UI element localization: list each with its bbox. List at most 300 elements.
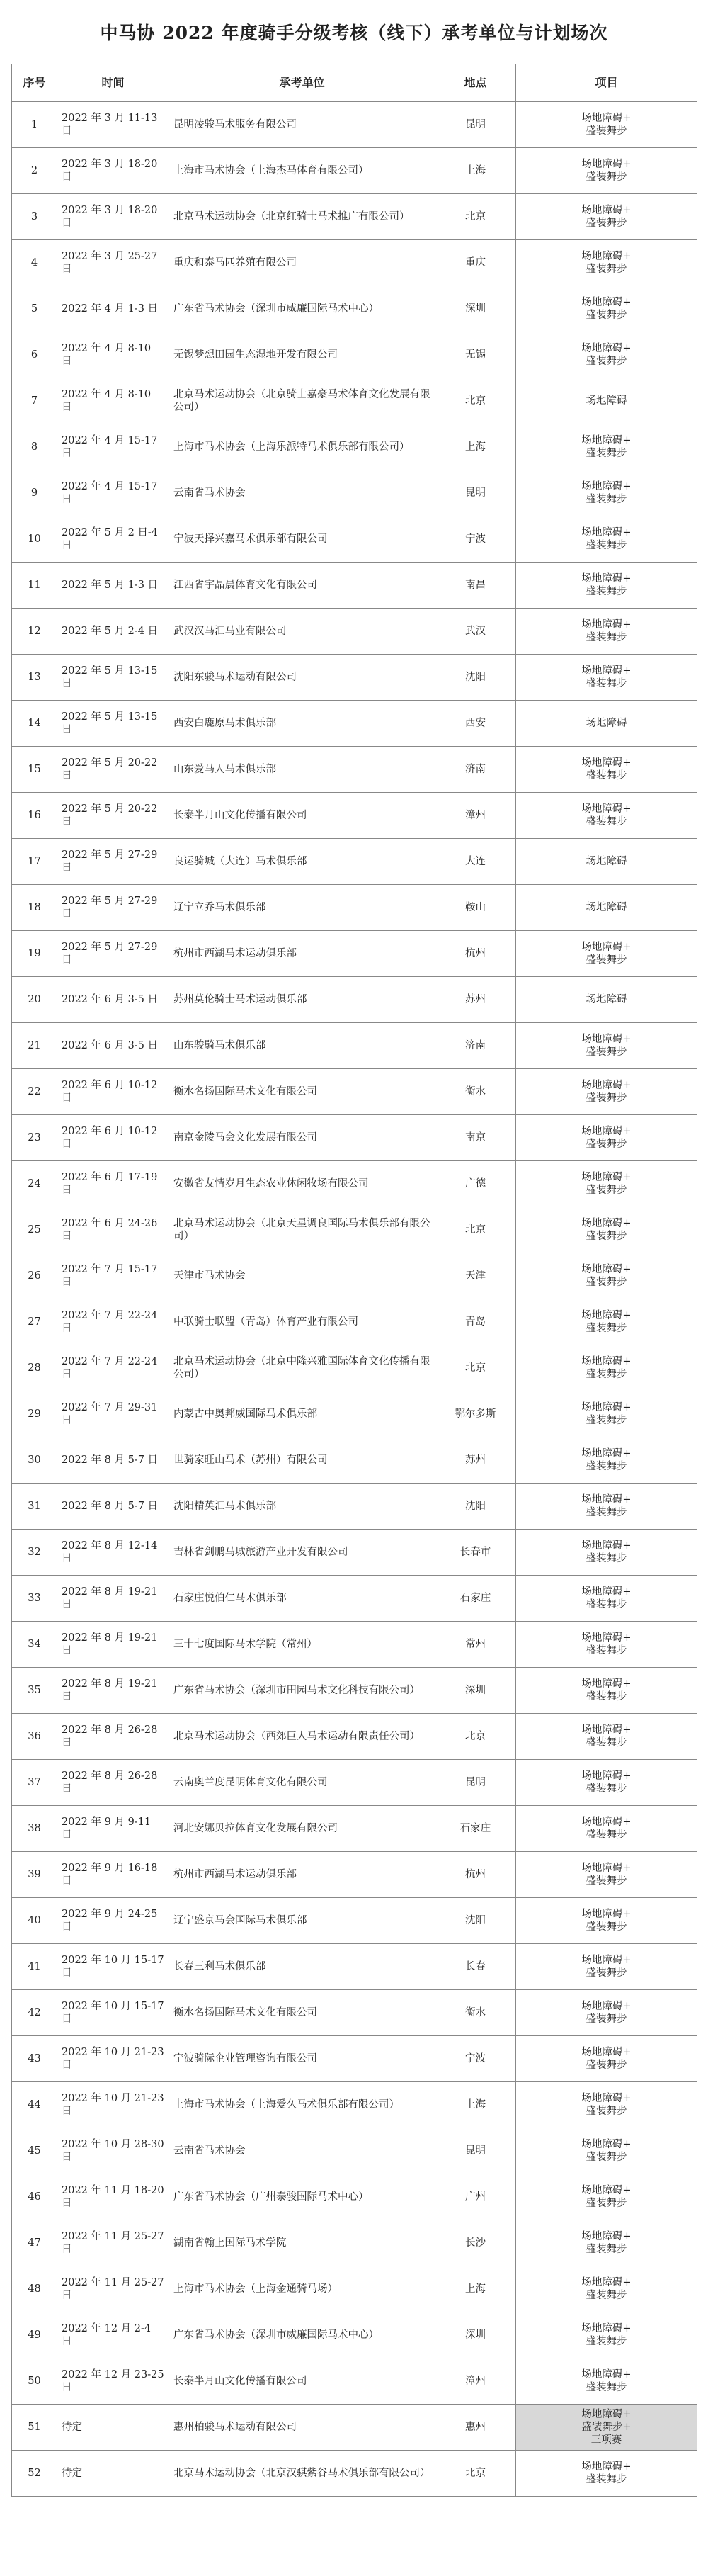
- row-number: 4: [12, 240, 57, 286]
- row-events: [516, 1299, 697, 1345]
- row-number: 26: [12, 1253, 57, 1299]
- table-row: [12, 1161, 697, 1207]
- event-line: 盛装舞步: [586, 1783, 627, 1795]
- header-place: 地点: [435, 64, 516, 102]
- row-organizer: 山东爱马人马术俱乐部: [169, 747, 435, 793]
- event-line: 场地障碍: [586, 902, 627, 913]
- event-line: 场地障碍: [586, 395, 627, 407]
- row-events: [516, 2128, 697, 2174]
- table-row: [12, 2220, 697, 2266]
- row-date: 待定: [57, 2405, 169, 2451]
- row-number: 6: [12, 332, 57, 378]
- event-line: 盛装舞步: [586, 632, 627, 643]
- row-number: 36: [12, 1714, 57, 1760]
- event-line: 场地障碍+: [581, 1126, 632, 1137]
- event-line: 盛装舞步: [586, 1507, 627, 1518]
- row-number: 23: [12, 1115, 57, 1161]
- row-number: 46: [12, 2174, 57, 2220]
- event-line: 场地障碍+: [581, 2369, 632, 2380]
- row-events: [516, 102, 697, 148]
- header-item: 项目: [516, 64, 697, 102]
- row-organizer: 北京马术运动协会（北京中隆兴雅国际体育文化传播有限公司）: [169, 1345, 435, 1391]
- row-organizer: 石家庄悦伯仁马术俱乐部: [169, 1576, 435, 1622]
- event-line: 场地障碍+: [581, 1678, 632, 1690]
- row-number: 45: [12, 2128, 57, 2174]
- row-events: [516, 2036, 697, 2082]
- event-line: 场地障碍+: [581, 2139, 632, 2150]
- table-row: [12, 1622, 697, 1668]
- schedule-table: [11, 64, 697, 2497]
- row-organizer: 云南省马术协会: [169, 470, 435, 516]
- event-line: 盛装舞步: [586, 1139, 627, 1150]
- table-row: [12, 102, 697, 148]
- row-organizer: 山东骏騎马术俱乐部: [169, 1023, 435, 1069]
- row-organizer: 北京马术运动协会（北京天星调良国际马术俱乐部有限公司）: [169, 1207, 435, 1253]
- row-organizer: 北京马术运动协会（西郊巨人马术运动有限责任公司）: [169, 1714, 435, 1760]
- row-location: 无锡: [435, 332, 516, 378]
- table-header-row: [12, 64, 697, 102]
- row-organizer: 杭州市西湖马术运动俱乐部: [169, 1852, 435, 1898]
- row-organizer: 广东省马术协会（深圳市威廉国际马术中心）: [169, 2312, 435, 2358]
- row-events: [516, 839, 697, 885]
- event-line: 盛装舞步: [586, 540, 627, 551]
- row-number: 15: [12, 747, 57, 793]
- row-date: 2022 年 9 月 24-25 日: [57, 1898, 169, 1944]
- event-line: 场地障碍+: [581, 1402, 632, 1413]
- row-organizer: 江西省宇晶晨体育文化有限公司: [169, 563, 435, 609]
- row-number: 41: [12, 1944, 57, 1990]
- row-events: [516, 148, 697, 194]
- event-line: 场地障碍+: [581, 619, 632, 631]
- event-line: 盛装舞步: [586, 1046, 627, 1058]
- row-events: [516, 563, 697, 609]
- table-row: [12, 793, 697, 839]
- row-organizer: 辽宁盛京马会国际马术俱乐部: [169, 1898, 435, 1944]
- row-number: 40: [12, 1898, 57, 1944]
- row-number: 16: [12, 793, 57, 839]
- row-number: 8: [12, 424, 57, 470]
- row-events: [516, 1207, 697, 1253]
- table-row: [12, 2451, 697, 2497]
- event-line: 盛装舞步: [586, 171, 627, 183]
- row-organizer: 三十七度国际马术学院（常州）: [169, 1622, 435, 1668]
- event-line: 场地障碍+: [581, 1218, 632, 1229]
- event-line: 场地障碍+: [581, 1909, 632, 1920]
- row-location: 昆明: [435, 1760, 516, 1806]
- row-organizer: 云南省马术协会: [169, 2128, 435, 2174]
- row-events: [516, 1161, 697, 1207]
- row-organizer: 上海市马术协会（上海爱久马术俱乐部有限公司）: [169, 2082, 435, 2128]
- event-line: 盛装舞步: [586, 2336, 627, 2347]
- row-organizer: 衡水名扬国际马术文化有限公司: [169, 1990, 435, 2036]
- row-date: 2022 年 5 月 20-22 日: [57, 793, 169, 839]
- row-date: 2022 年 10 月 28-30 日: [57, 2128, 169, 2174]
- row-organizer: 吉林省剑鹏马城旅游产业开发有限公司: [169, 1530, 435, 1576]
- table-row: [12, 977, 697, 1023]
- row-date: 2022 年 6 月 10-12 日: [57, 1069, 169, 1115]
- row-location: 深圳: [435, 286, 516, 332]
- row-number: 1: [12, 102, 57, 148]
- row-location: 南昌: [435, 563, 516, 609]
- row-date: 2022 年 9 月 9-11 日: [57, 1806, 169, 1852]
- row-events: [516, 1668, 697, 1714]
- table-row: [12, 1668, 697, 1714]
- table-row: [12, 2405, 697, 2451]
- row-number: 9: [12, 470, 57, 516]
- row-organizer: 良运骑城（大连）马术俱乐部: [169, 839, 435, 885]
- row-date: 2022 年 10 月 21-23 日: [57, 2036, 169, 2082]
- row-events: [516, 1345, 697, 1391]
- row-events: [516, 655, 697, 701]
- row-date: 2022 年 5 月 27-29 日: [57, 839, 169, 885]
- row-location: 鄂尔多斯: [435, 1391, 516, 1437]
- row-number: 12: [12, 609, 57, 655]
- row-events: [516, 1622, 697, 1668]
- event-line: 盛装舞步: [586, 1415, 627, 1426]
- row-events: [516, 2358, 697, 2405]
- event-line: 盛装舞步: [586, 678, 627, 689]
- row-events: [516, 1437, 697, 1484]
- table-row: [12, 1576, 697, 1622]
- row-date: 2022 年 3 月 11-13 日: [57, 102, 169, 148]
- row-date: 2022 年 7 月 29-31 日: [57, 1391, 169, 1437]
- row-organizer: 中联骑士联盟（青岛）体育产业有限公司: [169, 1299, 435, 1345]
- row-events: [516, 1530, 697, 1576]
- row-date: 2022 年 5 月 20-22 日: [57, 747, 169, 793]
- table-row: [12, 1714, 697, 1760]
- row-events: [516, 1944, 697, 1990]
- row-location: 沈阳: [435, 1898, 516, 1944]
- event-line: 场地障碍+: [581, 1448, 632, 1459]
- event-line: 盛装舞步: [586, 2152, 627, 2163]
- row-number: 32: [12, 1530, 57, 1576]
- event-line: 场地障碍+: [581, 2277, 632, 2288]
- table-body: [12, 102, 697, 2497]
- event-line: 盛装舞步: [586, 310, 627, 321]
- event-line: 盛装舞步: [586, 1553, 627, 1564]
- row-number: 28: [12, 1345, 57, 1391]
- row-events: [516, 2405, 697, 2451]
- event-line: 场地障碍+: [581, 803, 632, 815]
- table-row: [12, 516, 697, 563]
- event-line: 盛装舞步: [586, 1185, 627, 1196]
- row-organizer: 广东省马术协会（深圳市田园马术文化科技有限公司）: [169, 1668, 435, 1714]
- row-location: 石家庄: [435, 1576, 516, 1622]
- row-organizer: 沈阳东骏马术运动有限公司: [169, 655, 435, 701]
- row-events: [516, 2082, 697, 2128]
- table-row: [12, 1023, 697, 1069]
- row-organizer: 北京马术运动协会（北京红骑士马术推广有限公司）: [169, 194, 435, 240]
- event-line: 盛装舞步: [586, 448, 627, 459]
- event-line: 盛装舞步: [586, 1092, 627, 1104]
- row-events: [516, 194, 697, 240]
- row-number: 20: [12, 977, 57, 1023]
- event-line: 盛装舞步: [586, 218, 627, 229]
- row-number: 13: [12, 655, 57, 701]
- row-location: 漳州: [435, 793, 516, 839]
- row-organizer: 广东省马术协会（广州泰骏国际马术中心）: [169, 2174, 435, 2220]
- row-organizer: 长春三利马术俱乐部: [169, 1944, 435, 1990]
- row-date: 2022 年 5 月 27-29 日: [57, 885, 169, 931]
- event-line: 盛装舞步: [586, 125, 627, 137]
- row-location: 惠州: [435, 2405, 516, 2451]
- table-row: [12, 1115, 697, 1161]
- row-events: [516, 286, 697, 332]
- row-organizer: 宁波天择兴嘉马术俱乐部有限公司: [169, 516, 435, 563]
- row-number: 5: [12, 286, 57, 332]
- row-location: 长春市: [435, 1530, 516, 1576]
- row-events: [516, 2266, 697, 2312]
- event-line: 盛装舞步: [586, 356, 627, 367]
- row-location: 石家庄: [435, 1806, 516, 1852]
- row-date: 2022 年 5 月 27-29 日: [57, 931, 169, 977]
- row-date: 2022 年 10 月 15-17 日: [57, 1990, 169, 2036]
- event-line: 盛装舞步: [586, 1599, 627, 1610]
- header-no: 序号: [12, 64, 57, 102]
- row-events: [516, 747, 697, 793]
- row-number: 25: [12, 1207, 57, 1253]
- event-line: 盛装舞步: [586, 2013, 627, 2025]
- table-row: [12, 1530, 697, 1576]
- event-line: 盛装舞步: [586, 2198, 627, 2209]
- row-date: 2022 年 6 月 3-5 日: [57, 1023, 169, 1069]
- row-events: [516, 1253, 697, 1299]
- row-location: 广州: [435, 2174, 516, 2220]
- row-date: 2022 年 4 月 8-10 日: [57, 378, 169, 424]
- event-line: 盛装舞步: [586, 1691, 627, 1702]
- row-events: [516, 1576, 697, 1622]
- event-line: 场地障碍+: [581, 1586, 632, 1598]
- row-number: 10: [12, 516, 57, 563]
- row-date: 2022 年 11 月 18-20 日: [57, 2174, 169, 2220]
- table-row: [12, 2128, 697, 2174]
- row-organizer: 长泰半月山文化传播有限公司: [169, 2358, 435, 2405]
- row-number: 34: [12, 1622, 57, 1668]
- row-events: [516, 793, 697, 839]
- row-location: 上海: [435, 148, 516, 194]
- row-organizer: 北京马术运动协会（北京骑士嘉豪马术体育文化发展有限公司）: [169, 378, 435, 424]
- event-line: 场地障碍+: [581, 1172, 632, 1183]
- row-location: 苏州: [435, 977, 516, 1023]
- event-line: 盛装舞步: [586, 1829, 627, 1841]
- table-row: [12, 2036, 697, 2082]
- row-organizer: 宁波骑际企业管理咨询有限公司: [169, 2036, 435, 2082]
- event-line: 场地障碍+: [581, 1863, 632, 1874]
- row-organizer: 内蒙古中奥邦威国际马术俱乐部: [169, 1391, 435, 1437]
- event-line: 盛装舞步: [586, 1277, 627, 1288]
- row-number: 29: [12, 1391, 57, 1437]
- event-line: 盛装舞步: [586, 1737, 627, 1749]
- table-row: [12, 885, 697, 931]
- row-number: 43: [12, 2036, 57, 2082]
- row-date: 2022 年 11 月 25-27 日: [57, 2220, 169, 2266]
- row-number: 52: [12, 2451, 57, 2497]
- event-line: 场地障碍+: [581, 1356, 632, 1367]
- row-organizer: 上海市马术协会（上海金通骑马场）: [169, 2266, 435, 2312]
- table-row: [12, 240, 697, 286]
- row-events: [516, 977, 697, 1023]
- row-number: 14: [12, 701, 57, 747]
- row-events: [516, 240, 697, 286]
- table-row: [12, 1852, 697, 1898]
- event-line: 盛装舞步: [586, 770, 627, 781]
- event-line: 场地障碍+: [581, 665, 632, 677]
- row-organizer: 北京马术运动协会（北京汉骐紫谷马术俱乐部有限公司）: [169, 2451, 435, 2497]
- row-organizer: 云南奥兰度昆明体育文化有限公司: [169, 1760, 435, 1806]
- row-organizer: 杭州市西湖马术运动俱乐部: [169, 931, 435, 977]
- event-line: 盛装舞步: [586, 2382, 627, 2393]
- row-location: 广德: [435, 1161, 516, 1207]
- event-line: 场地障碍+: [581, 573, 632, 584]
- row-date: 2022 年 12 月 2-4 日: [57, 2312, 169, 2358]
- row-number: 51: [12, 2405, 57, 2451]
- row-location: 宁波: [435, 516, 516, 563]
- table-row: [12, 839, 697, 885]
- event-line: 场地障碍+: [581, 481, 632, 492]
- page-title: 中马协 2022 年度骑手分级考核（线下）承考单位与计划场次: [100, 23, 608, 43]
- table-row: [12, 470, 697, 516]
- row-organizer: 沈阳精英汇马术俱乐部: [169, 1484, 435, 1530]
- table-row: [12, 1391, 697, 1437]
- event-line: 盛装舞步: [586, 264, 627, 275]
- event-line: 场地障碍+: [581, 2231, 632, 2242]
- row-organizer: 衡水名扬国际马术文化有限公司: [169, 1069, 435, 1115]
- row-date: 2022 年 11 月 25-27 日: [57, 2266, 169, 2312]
- row-events: [516, 931, 697, 977]
- event-line: 场地障碍+: [581, 2047, 632, 2058]
- row-number: 7: [12, 378, 57, 424]
- table-row: [12, 1345, 697, 1391]
- event-line: 盛装舞步: [586, 2290, 627, 2301]
- event-line: 盛装舞步: [586, 1231, 627, 1242]
- table-row: [12, 563, 697, 609]
- row-number: 22: [12, 1069, 57, 1115]
- row-location: 常州: [435, 1622, 516, 1668]
- table-row: [12, 194, 697, 240]
- table-row: [12, 378, 697, 424]
- table-row: [12, 2312, 697, 2358]
- event-line: 场地障碍+: [581, 2323, 632, 2334]
- event-line: 场地障碍+: [581, 2001, 632, 2012]
- event-line: 场地障碍+: [581, 1632, 632, 1644]
- row-location: 沈阳: [435, 1484, 516, 1530]
- event-line: 盛装舞步: [586, 1967, 627, 1979]
- row-organizer: 长泰半月山文化传播有限公司: [169, 793, 435, 839]
- row-events: [516, 378, 697, 424]
- row-date: 待定: [57, 2451, 169, 2497]
- event-line: 场地障碍+: [581, 1817, 632, 1828]
- row-date: 2022 年 7 月 15-17 日: [57, 1253, 169, 1299]
- row-organizer: 武汉汉马汇马业有限公司: [169, 609, 435, 655]
- event-line: 盛装舞步: [586, 586, 627, 597]
- row-location: 长春: [435, 1944, 516, 1990]
- event-line: 场地障碍+: [581, 1034, 632, 1045]
- table-row: [12, 1484, 697, 1530]
- row-events: [516, 2451, 697, 2497]
- row-number: 3: [12, 194, 57, 240]
- event-line: 盛装舞步: [586, 1323, 627, 1334]
- table-row: [12, 609, 697, 655]
- row-events: [516, 1069, 697, 1115]
- row-events: [516, 1990, 697, 2036]
- row-organizer: 安徽省友情岁月生态农业休闲牧场有限公司: [169, 1161, 435, 1207]
- row-date: 2022 年 4 月 15-17 日: [57, 470, 169, 516]
- row-number: 30: [12, 1437, 57, 1484]
- row-events: [516, 1852, 697, 1898]
- event-line: 盛装舞步: [586, 1875, 627, 1887]
- row-date: 2022 年 8 月 12-14 日: [57, 1530, 169, 1576]
- table-row: [12, 1806, 697, 1852]
- row-location: 北京: [435, 378, 516, 424]
- row-number: 39: [12, 1852, 57, 1898]
- row-events: [516, 332, 697, 378]
- row-location: 南京: [435, 1115, 516, 1161]
- table-row: [12, 701, 697, 747]
- event-line: 场地障碍+: [581, 1264, 632, 1275]
- event-line: 场地障碍+: [581, 435, 632, 446]
- row-date: 2022 年 5 月 2-4 日: [57, 609, 169, 655]
- row-events: [516, 470, 697, 516]
- row-number: 31: [12, 1484, 57, 1530]
- row-events: [516, 701, 697, 747]
- row-location: 天津: [435, 1253, 516, 1299]
- row-number: 38: [12, 1806, 57, 1852]
- event-line: 场地障碍+: [581, 1080, 632, 1091]
- table-row: [12, 286, 697, 332]
- row-organizer: 上海市马术协会（上海乐派特马术俱乐部有限公司）: [169, 424, 435, 470]
- event-line: 盛装舞步: [586, 2060, 627, 2071]
- row-date: 2022 年 8 月 26-28 日: [57, 1760, 169, 1806]
- event-line: 盛装舞步: [586, 494, 627, 505]
- row-date: 2022 年 8 月 5-7 日: [57, 1484, 169, 1530]
- row-number: 18: [12, 885, 57, 931]
- event-line: 盛装舞步: [586, 1461, 627, 1472]
- row-location: 衡水: [435, 1990, 516, 2036]
- row-date: 2022 年 10 月 15-17 日: [57, 1944, 169, 1990]
- row-location: 衡水: [435, 1069, 516, 1115]
- row-events: [516, 1760, 697, 1806]
- row-organizer: 世骑家旺山马术（苏州）有限公司: [169, 1437, 435, 1484]
- event-line: 场地障碍+: [581, 343, 632, 354]
- event-line: 场地障碍: [586, 856, 627, 867]
- table-row: [12, 2174, 697, 2220]
- row-location: 武汉: [435, 609, 516, 655]
- row-date: 2022 年 12 月 23-25 日: [57, 2358, 169, 2405]
- table-row: [12, 2266, 697, 2312]
- event-line: 场地障碍+: [581, 757, 632, 769]
- row-organizer: 上海市马术协会（上海杰马体育有限公司）: [169, 148, 435, 194]
- event-line: 盛装舞步: [586, 1921, 627, 1933]
- row-location: 青岛: [435, 1299, 516, 1345]
- row-organizer: 辽宁立乔马术俱乐部: [169, 885, 435, 931]
- row-organizer: 河北安娜贝拉体育文化发展有限公司: [169, 1806, 435, 1852]
- row-location: 昆明: [435, 102, 516, 148]
- table-row: [12, 1760, 697, 1806]
- event-line: 盛装舞步: [586, 2474, 627, 2485]
- row-date: 2022 年 9 月 16-18 日: [57, 1852, 169, 1898]
- header-org: 承考单位: [169, 64, 435, 102]
- row-location: 大连: [435, 839, 516, 885]
- row-events: [516, 516, 697, 563]
- row-date: 2022 年 5 月 1-3 日: [57, 563, 169, 609]
- table-row: [12, 655, 697, 701]
- row-organizer: 南京金陵马会文化发展有限公司: [169, 1115, 435, 1161]
- row-events: [516, 1714, 697, 1760]
- row-location: 昆明: [435, 2128, 516, 2174]
- row-events: [516, 1023, 697, 1069]
- row-date: 2022 年 7 月 22-24 日: [57, 1299, 169, 1345]
- row-date: 2022 年 4 月 8-10 日: [57, 332, 169, 378]
